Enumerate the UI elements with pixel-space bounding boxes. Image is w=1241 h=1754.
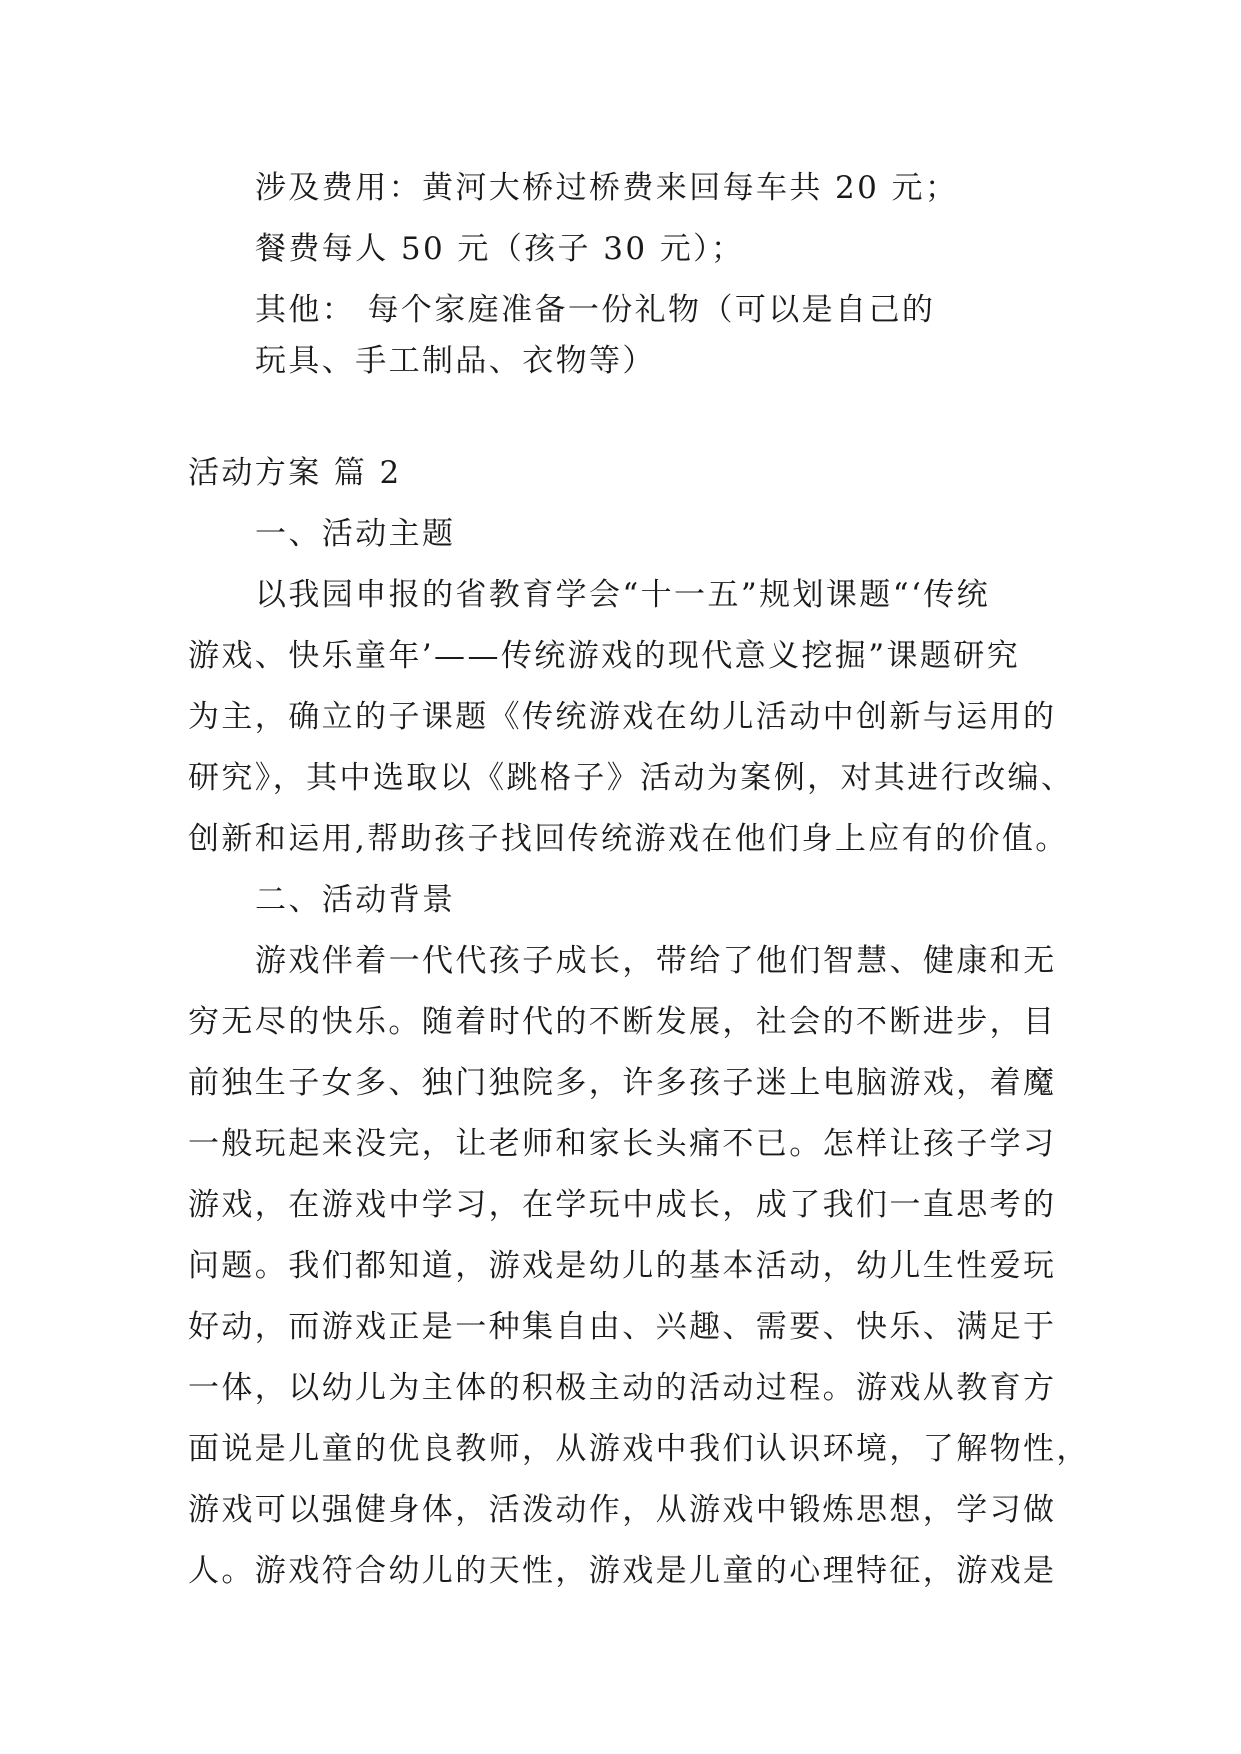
paragraph-line: 一般玩起来没完，让老师和家长头痛不已。怎样让孩子学习 [188,1126,1057,1162]
paragraph-line: 为主，确立的子课题《传统游戏在幼儿活动中创新与运用的 [188,699,1057,735]
cost-line: 涉及费用：黄河大桥过桥费来回每车共 20 元； [255,170,959,206]
paragraph-line: 一体，以幼儿为主体的积极主动的活动过程。游戏从教育方 [188,1370,1057,1406]
paragraph-line: 面说是儿童的优良教师，从游戏中我们认识环境，了解物性， [188,1431,1090,1467]
paragraph-line: 穷无尽的快乐。随着时代的不断发展，社会的不断进步，目 [188,1004,1057,1040]
paragraph-line: 研究》，其中选取以《跳格子》活动为案例，对其进行改编、 [188,760,1075,796]
paragraph-line: 创新和运用,帮助孩子找回传统游戏在他们身上应有的价值。 [188,821,1069,857]
subheading-background: 二、活动背景 [255,882,456,918]
paragraph-line: 人。游戏符合幼儿的天性，游戏是儿童的心理特征，游戏是 [188,1553,1057,1589]
meal-cost-line: 餐费每人 50 元（孩子 30 元）； [255,231,745,267]
section-heading: 活动方案 篇 2 [188,455,402,491]
paragraph-line: 游戏伴着一代代孩子成长，带给了他们智慧、健康和无 [255,943,1057,979]
paragraph-line: 游戏，在游戏中学习，在学玩中成长，成了我们一直思考的 [188,1187,1057,1223]
other-line: 其他： 每个家庭准备一份礼物（可以是自己的 [255,292,936,328]
paragraph-line: 好动，而游戏正是一种集自由、兴趣、需要、快乐、满足于 [188,1309,1057,1345]
paragraph-line: 游戏可以强健身体，活泼动作，从游戏中锻炼思想，学习做 [188,1492,1057,1528]
paragraph-line: 游戏、快乐童年’——传统游戏的现代意义挖掘”课题研究 [188,638,1021,674]
paragraph-line: 以我园申报的省教育学会“十一五”规划课题“‘传统 [255,577,990,613]
paragraph-line: 前独生子女多、独门独院多，许多孩子迷上电脑游戏，着魔 [188,1065,1057,1101]
other-line-cont: 玩具、手工制品、衣物等） [255,343,656,379]
subheading-theme: 一、活动主题 [255,516,456,552]
paragraph-line: 问题。我们都知道，游戏是幼儿的基本活动，幼儿生性爱玩 [188,1248,1057,1284]
